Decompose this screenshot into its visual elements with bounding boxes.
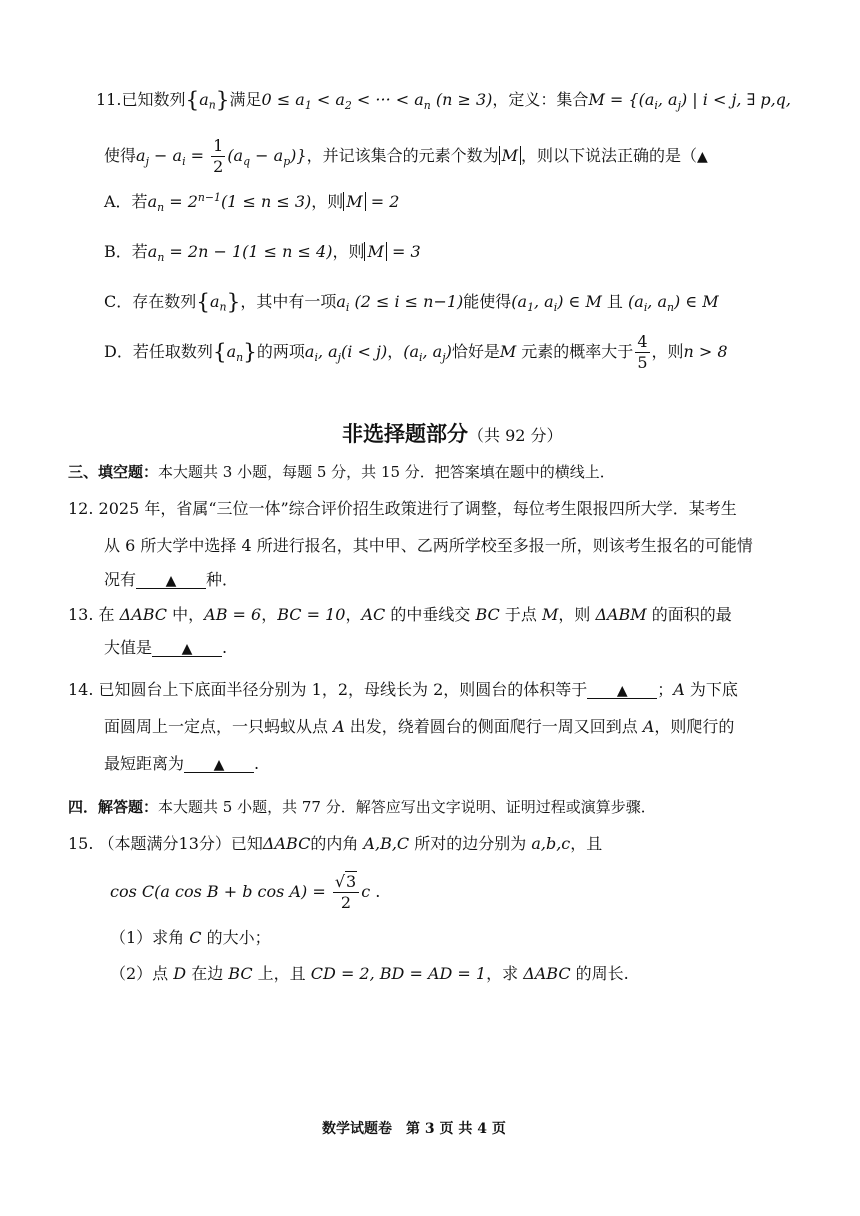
q14-line-2: 面圆周上一定点，一只蚂蚁从点 A 出发，绕着圆台的侧面爬行一周又回到点 A，则爬行的 — [104, 717, 735, 736]
half-fraction: $\frac{1}{2}$ — [213, 136, 224, 176]
q11-line-2: 使得$a_j - a_i$ = $\frac{1}{2}$ $(a_q - a_p)$}，并记该集合的元素个数为 M ，则以下说法正确的是（▲ — [104, 136, 708, 176]
q12-number: 12. — [68, 499, 94, 518]
part4-heading: 四．解答题：本大题共 5 小题，共 77 分．解答应写出文字说明、证明过程或演算步骤． — [68, 798, 656, 816]
section-title: 非选择题部分（共 92 分） — [342, 422, 563, 446]
part3-heading: 三、填空题：本大题共 3 小题，每题 5 分，共 15 分．把答案填在题中的横线上． — [68, 463, 615, 481]
q11-option-b: B．若$a_n = 2n - 1(1 \le n \le 4)$，则 M = 3 — [104, 242, 421, 264]
q15-part-1: （1）求角 C 的大小； — [110, 928, 271, 947]
q12-answer-blank[interactable]: ▲ — [136, 574, 206, 589]
q11-line-1: 11.已知数列$\{a_n\}$满足$0 \le a_1 < a_2$ < ··· < $a_n$ (n ≥ 3)，定义：集合$M = \{(a_i$, $a_j$) | i < j, ∃ p,q, — [96, 88, 791, 113]
q13-answer-blank[interactable]: ▲ — [152, 642, 222, 657]
q14-volume-blank[interactable]: ▲ — [587, 684, 657, 699]
q15-part-2: （2）点 D 在边 BC 上，且 CD = 2, BD = AD = 1，求 ΔABC 的周长. — [110, 964, 629, 983]
q14-number: 14. — [68, 680, 94, 699]
q14-line-1: 14. 已知圆台上下底面半径分别为 1，2，母线长为 2，则圆台的体积等于 ▲ ；A 为下底 — [68, 680, 738, 699]
q15-equation: cos C(a cos B + b cos A) = $\frac{√3}{2}$ c . — [110, 872, 381, 912]
q13-number: 13. — [68, 605, 94, 624]
q12-line-2: 从 6 所大学中选择 4 所进行报名，其中甲、乙两所学校至多报一所，则该考生报名的可能情 — [104, 536, 753, 555]
q11-option-d: D．若任取数列$\{a_n\}$的两项$a_i$, $a_j(i < j)$，($a_i$, $a_j$)恰好是M 元素的概率大于 $\frac{4}{5}$ ，则n > 8 — [104, 332, 728, 372]
q11-option-a: A．若$a_n = 2^{n-1}(1 \le n \le 3)$，则 M = 2 — [104, 191, 400, 214]
four-fifths-fraction: $\frac{4}{5}$ — [637, 332, 648, 372]
q12-line-3: 况有 ▲ 种． — [104, 570, 239, 589]
sqrt3-over-2: $\frac{√3}{2}$ — [333, 874, 359, 911]
page-footer: 数学试题卷 第 3 页 共 4 页 — [322, 1121, 506, 1137]
answer-marker: ▲ — [697, 149, 708, 165]
q15-number: 15. — [68, 834, 94, 853]
cardinality-m: M — [499, 146, 521, 165]
q13-line-1: 13. 在 ΔABC 中，AB = 6，BC = 10，AC 的中垂线交 BC 于点 M，则 ΔABM 的面积的最 — [68, 605, 732, 624]
q11-option-c: C．存在数列$\{a_n\}$，其中有一项$a_i$ (2 ≤ i ≤ n−1)能使得($a_1$, $a_i$) ∈ M 且 ($a_i$, $a_n$) ∈ M — [104, 290, 719, 315]
q14-line-3: 最短距离为 ▲ . — [104, 754, 260, 773]
q13-line-2: 大值是 ▲ . — [104, 638, 228, 657]
q15-line-1: 15. （本题满分13分）已知ΔABC的内角 A,B,C 所对的边分别为 a,b,c，且 — [68, 834, 603, 853]
q12-line-1: 12. 2025 年，省属“三位一体”综合评价招生政策进行了调整，每位考生限报四所大学．某考生 — [68, 499, 737, 518]
q11-number: 11. — [96, 89, 122, 109]
q14-distance-blank[interactable]: ▲ — [184, 758, 254, 773]
